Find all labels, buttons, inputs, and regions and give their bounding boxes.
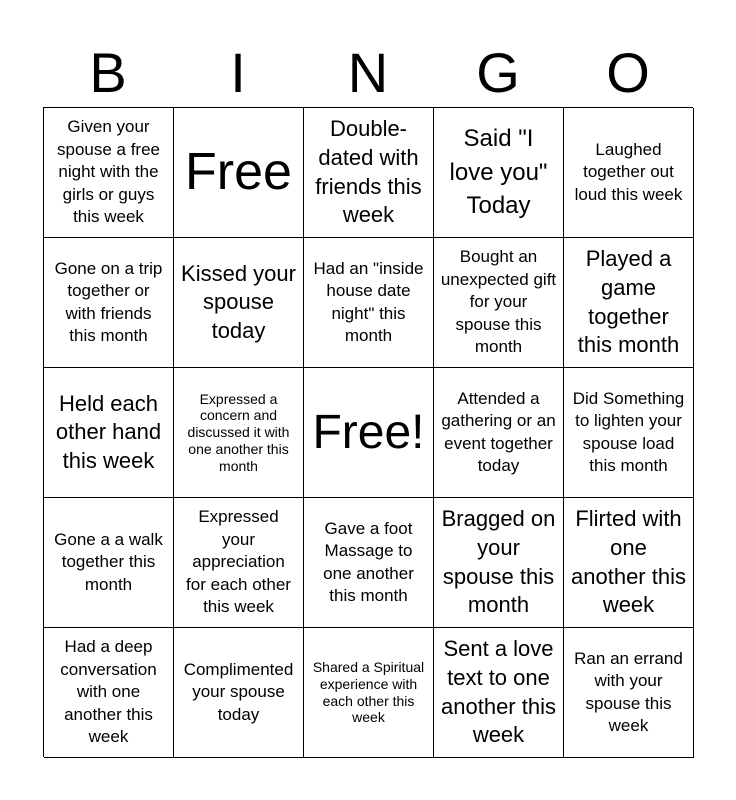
free-cell[interactable]: Free! xyxy=(304,368,434,498)
bingo-cell[interactable]: Had an "inside house date night" this month xyxy=(304,238,434,368)
bingo-cell[interactable]: Complimented your spouse today xyxy=(174,628,304,758)
bingo-cell[interactable]: Gave a foot Massage to one another this month xyxy=(304,498,434,628)
header-letter-g: G xyxy=(476,41,520,104)
bingo-header xyxy=(43,40,693,106)
header-letter-i: I xyxy=(230,41,246,104)
bingo-cell[interactable]: Held each other hand this week xyxy=(44,368,174,498)
bingo-cell[interactable]: Sent a love text to one another this week xyxy=(434,628,564,758)
bingo-cell[interactable]: Flirted with one another this week xyxy=(564,498,694,628)
bingo-cell[interactable]: Laughed together out loud this week xyxy=(564,108,694,238)
bingo-cell[interactable]: Given your spouse a free night with the girls or guys this week xyxy=(44,108,174,238)
header-letter-b: B xyxy=(89,41,127,104)
header-letter-n: N xyxy=(347,41,389,104)
bingo-cell[interactable]: Shared a Spiritual experience with each other this week xyxy=(304,628,434,758)
bingo-cell[interactable]: Bought an unexpected gift for your spouse this month xyxy=(434,238,564,368)
bingo-cell[interactable]: Had a deep conversation with one another this week xyxy=(44,628,174,758)
bingo-cell[interactable]: Bragged on your spouse this month xyxy=(434,498,564,628)
bingo-cell[interactable]: Expressed a concern and discussed it with one another this month xyxy=(174,368,304,498)
bingo-cell[interactable]: Gone on a trip together or with friends this month xyxy=(44,238,174,368)
bingo-grid xyxy=(43,107,693,757)
bingo-cell[interactable]: Attended a gathering or an event together today xyxy=(434,368,564,498)
bingo-cell[interactable]: Ran an errand with your spouse this week xyxy=(564,628,694,758)
bingo-cell[interactable]: Did Something to lighten your spouse load this month xyxy=(564,368,694,498)
bingo-cell[interactable]: Gone a a walk together this month xyxy=(44,498,174,628)
bingo-cell[interactable]: Kissed your spouse today xyxy=(174,238,304,368)
free-cell[interactable]: Free xyxy=(174,108,304,238)
header-letter-o: O xyxy=(606,41,650,104)
bingo-cell[interactable]: Played a game together this month xyxy=(564,238,694,368)
bingo-cell[interactable]: Said "I love you" Today xyxy=(434,108,564,238)
bingo-cell[interactable]: Double-dated with friends this week xyxy=(304,108,434,238)
bingo-cell[interactable]: Expressed your appreciation for each other this week xyxy=(174,498,304,628)
